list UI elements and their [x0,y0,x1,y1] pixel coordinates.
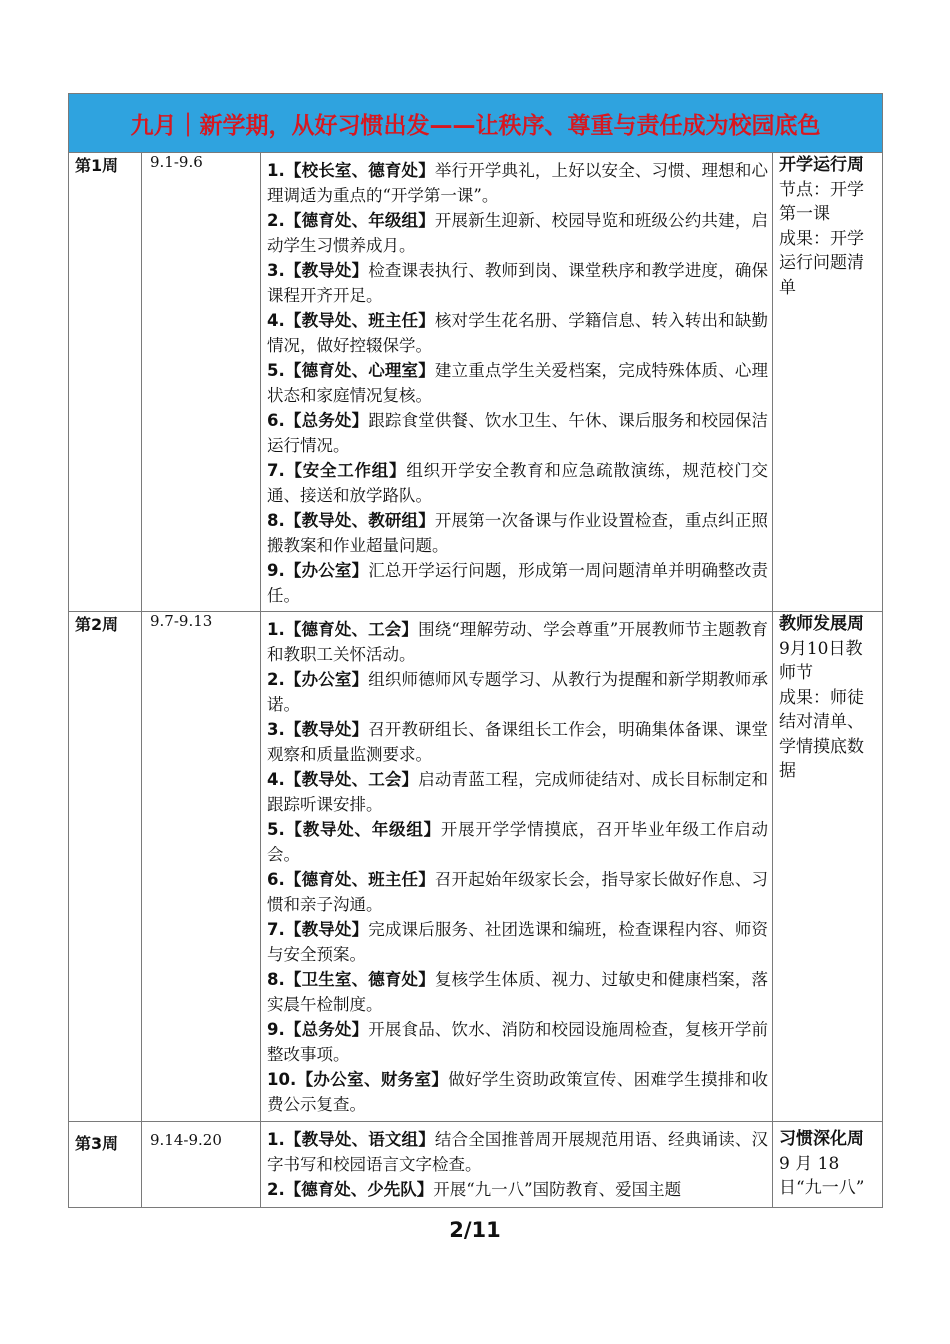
list-item: 7.【安全工作组】组织开学安全教育和应急疏散演练，规范校门交通、接送和放学路队。 [267,461,769,505]
list-item: 9.【总务处】开展食品、饮水、消防和校园设施周检查，复核开学前整改事项。 [267,1020,769,1064]
list-item: 3.【教导处】召开教研组长、备课组长工作会，明确集体备课、课堂观察和质量监测要求。 [267,720,769,764]
theme-node: 9 月 18 日“九一八” [779,1153,865,1198]
task-list [261,1122,773,1208]
theme-node: 节点：开学第一课 [779,179,864,224]
list-item: 6.【德育处、班主任】召开起始年级家长会，指导家长做好作息、习惯和亲子沟通。 [267,870,769,914]
list-item: 2.【办公室】组织师德师风专题学习、从教行为提醒和新学期教师承诺。 [267,670,769,714]
theme-outcome: 成果：开学运行问题清单 [779,228,864,298]
week-dates: 9.1-9.6 [142,153,261,612]
task-list [261,612,773,1122]
week-label: 第2周 [69,612,142,1122]
week-theme [773,612,883,1122]
list-item: 4.【教导处、班主任】核对学生花名册、学籍信息、转入转出和缺勤情况，做好控辍保学。 [267,311,769,355]
week-label: 第1周 [69,153,142,612]
week-theme [773,1122,883,1208]
list-item: 4.【教导处、工会】启动青蓝工程，完成师徒结对、成长目标制定和跟踪听课安排。 [267,770,769,814]
list-item: 7.【教导处】完成课后服务、社团选课和编班，检查课程内容、师资与安全预案。 [267,920,769,964]
theme-outcome: 成果：师徒结对清单、学情摸底数据 [779,687,864,781]
list-item: 1.【教导处、语文组】结合全国推普周开展规范用语、经典诵读、汉字书写和校园语言文字检查。 [267,1130,769,1174]
month-title: 九月｜新学期，从好习惯出发——让秩序、尊重与责任成为校园底色 [69,94,883,153]
monthly-plan-table [68,93,883,1208]
page-number: 2/11 [449,1218,501,1242]
theme-title: 习惯深化周 [779,1129,864,1149]
week-label: 第3周 [69,1122,142,1208]
task-list [261,153,773,612]
list-item: 10.【办公室、财务室】做好学生资助政策宣传、困难学生摸排和收费公示复查。 [267,1070,769,1114]
week-theme [773,153,883,612]
list-item: 2.【德育处、年级组】开展新生迎新、校园导览和班级公约共建，启动学生习惯养成月。 [267,211,769,255]
list-item: 8.【教导处、教研组】开展第一次备课与作业设置检查，重点纠正照搬教案和作业超量问题。 [267,511,769,555]
week-dates: 9.7-9.13 [142,612,261,1122]
table-row [69,153,883,612]
list-item: 1.【德育处、工会】围绕“理解劳动、学会尊重”开展教师节主题教育和教职工关怀活动。 [267,620,768,664]
list-item: 9.【办公室】汇总开学运行问题，形成第一周问题清单并明确整改责任。 [267,561,769,605]
list-item: 5.【德育处、心理室】建立重点学生关爱档案，完成特殊体质、心理状态和家庭情况复核。 [267,361,769,405]
table-header-row [69,94,883,153]
list-item: 2.【德育处、少先队】开展“九一八”国防教育、爱国主题 [267,1180,682,1199]
list-item: 5.【教导处、年级组】开展开学学情摸底，召开毕业年级工作启动会。 [267,820,769,864]
list-item: 8.【卫生室、德育处】复核学生体质、视力、过敏史和健康档案，落实晨午检制度。 [267,970,769,1014]
week-dates: 9.14-9.20 [142,1122,261,1208]
theme-title: 开学运行周 [779,155,864,175]
table-row [69,1122,883,1208]
list-item: 6.【总务处】跟踪食堂供餐、饮水卫生、午休、课后服务和校园保洁运行情况。 [267,411,769,455]
list-item: 1.【校长室、德育处】举行开学典礼，上好以安全、习惯、理想和心理调适为重点的“开学第一课”。 [267,161,769,205]
list-item: 3.【教导处】检查课表执行、教师到岗、课堂秩序和教学进度，确保课程开齐开足。 [267,261,769,305]
table-row [69,612,883,1122]
theme-node: 9月10日教师节 [779,638,863,683]
theme-title: 教师发展周 [779,614,864,634]
